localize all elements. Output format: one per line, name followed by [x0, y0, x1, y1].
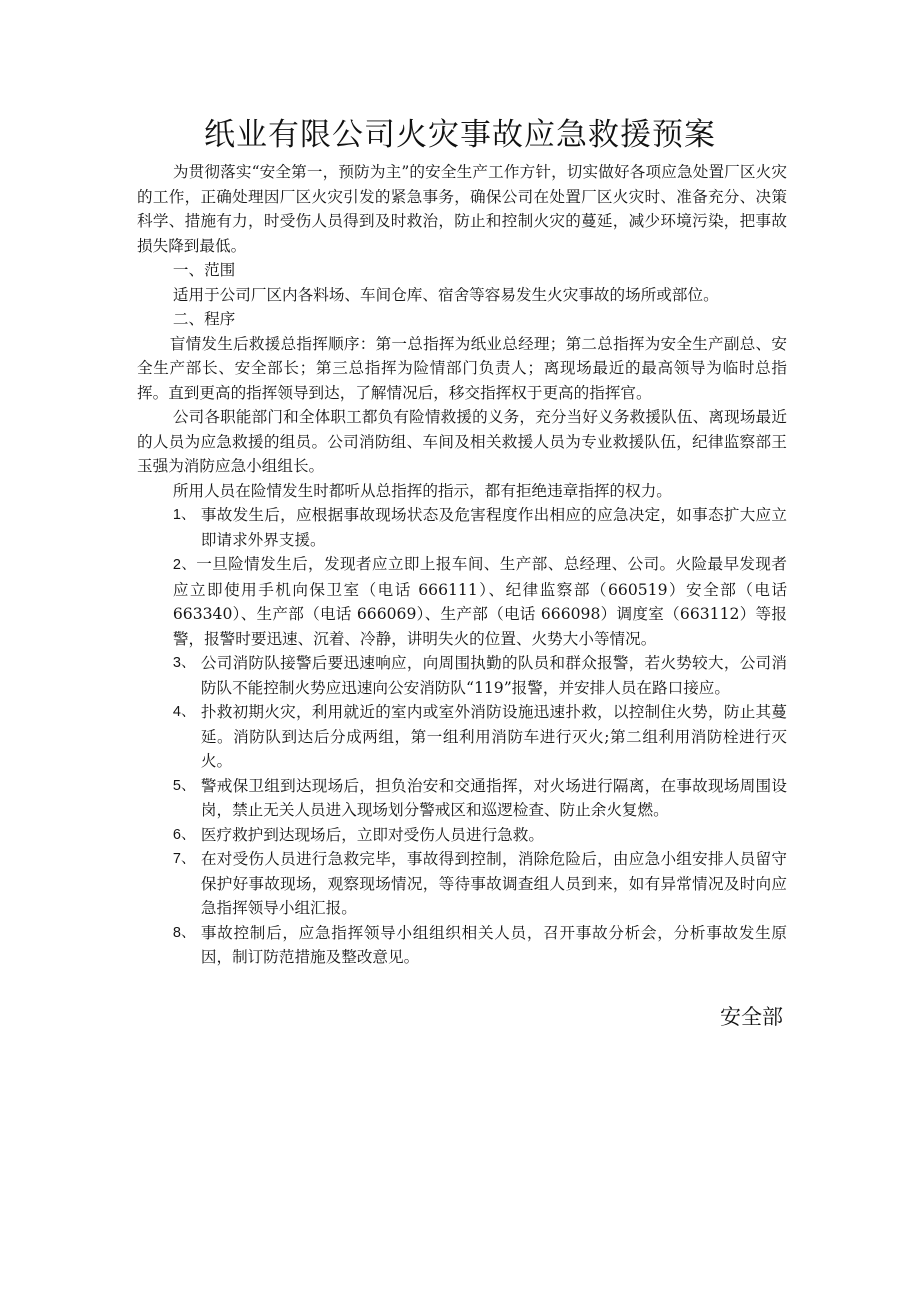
list-item-number: 1、	[172, 507, 196, 523]
document-body	[137, 160, 787, 970]
list-item	[137, 552, 787, 651]
list-item-number: 4、	[172, 704, 196, 720]
scope-paragraph: 适用于公司厂区内各料场、车间仓库、宿舍等容易发生火灾事故的场所或部位。	[172, 285, 719, 304]
document-title: 纸业有限公司火灾事故应急救援预案	[204, 117, 716, 153]
list-item	[137, 921, 787, 970]
duty-paragraph: 公司各职能部门和全体职工都负有险情救援的义务，充分当好义务救援队伍、离现场最近的人员为应急救援的组员。公司消防组、车间及相关救援人员为专业救援队伍，纪律监察部王玉强为消防应急小组组长。	[137, 408, 787, 475]
list-item-number: 7、	[172, 851, 196, 867]
list-item-text: 事故控制后，应急指挥领导小组组织相关人员，召开事故分析会，分析事故发生原因，制订防范措施及整改意见。	[200, 923, 787, 966]
list-item-number: 2、	[172, 557, 197, 573]
list-item-text: 一旦险情发生后，发现者应立即上报车间、生产部、总经理、公司。火险最早发现者应立即使用手机向保卫室（电话 666111）、纪律监察部（660519）安全部（电话 663340）、生产部（电话 666069）、生产部（电话 666098）调度室（663112）等报警，报警时要迅速、沉着、冷静，讲明失火的位置、火势大小等情况。	[172, 555, 787, 648]
list-item	[137, 823, 787, 848]
list-item	[137, 774, 787, 823]
list-item-text: 警戒保卫组到达现场后，担负治安和交通指挥，对火场进行隔离，在事故现场周围设岗，禁止无关人员进入现场划分警戒区和巡逻检查、防止余火复燃。	[200, 776, 787, 819]
list-item-text: 医疗救护到达现场后，立即对受伤人员进行急救。	[200, 825, 544, 844]
command-order-paragraph: 盲情发生后救援总指挥顺序：第一总指挥为纸业总经理；第二总指挥为安全生产副总、安全生产部长、安全部长；第三总指挥为险情部门负责人；离现场最近的最高领导为临时总指挥。直到更高的指挥领导到达，了解情况后，移交指挥权于更高的指挥官。	[137, 334, 787, 402]
list-item	[137, 651, 787, 700]
list-item	[137, 700, 787, 774]
list-item-number: 8、	[172, 924, 196, 941]
intro-paragraph: 为贯彻落实“安全第一，预防为主”的安全生产工作方针，切实做好各项应急处置厂区火灾的工作，正确处理因厂区火灾引发的紧急事务，确保公司在处置厂区火灾时、准备充分、决策科学、措施有力，时受伤人员得到及时救治，防止和控制火灾的蔓延，减少环境污染，把事故损失降到最低。	[137, 163, 787, 255]
list-item-number: 6、	[172, 826, 196, 843]
obey-paragraph: 所用人员在险情发生时都听从总指挥的指示，都有拒绝违章指挥的权力。	[172, 481, 672, 500]
list-item	[137, 503, 787, 552]
section-heading-procedure: 二、程序	[172, 310, 236, 328]
section-heading-scope: 一、范围	[172, 261, 236, 279]
list-item-number: 3、	[172, 655, 196, 671]
list-item-text: 扑救初期火灾，利用就近的室内或室外消防设施迅速扑救，以控制住火势，防止其蔓延。消防队到达后分成两组，第一组利用消防车进行灭火;第二组利用消防栓进行灭火。	[200, 703, 787, 770]
list-item-text: 在对受伤人员进行急救完毕，事故得到控制，消除危险后，由应急小组安排人员留守保护好事故现场，观察现场情况，等待事故调查组人员到来，如有异常情况及时向应急指挥领导小组汇报。	[200, 850, 787, 917]
list-item-text: 事故发生后，应根据事故现场状态及危害程度作出相应的应急决定，如事态扩大应立即请求外界支援。	[200, 506, 787, 549]
list-item-text: 公司消防队接警后要迅速响应，向周围执勤的队员和群众报警，若火势较大，公司消防队不能控制火势应迅速向公安消防队“119”报警，并安排人员在路口接应。	[200, 654, 787, 697]
list-item-number: 5、	[172, 777, 196, 794]
signature-department: 安全部	[720, 1005, 783, 1029]
list-item	[137, 847, 787, 921]
